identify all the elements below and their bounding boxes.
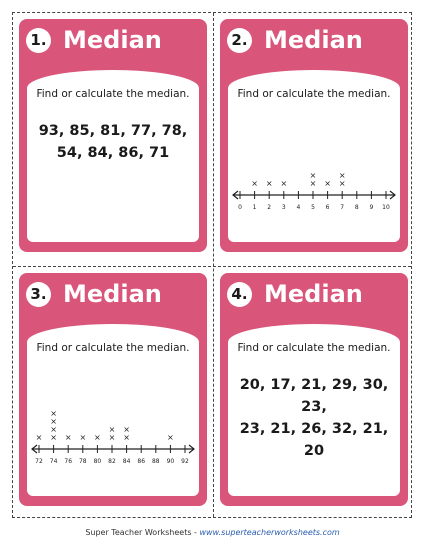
footer-text: Super Teacher Worksheets - (85, 528, 200, 537)
data-x-mark: × (94, 433, 101, 442)
data-x-mark: × (251, 179, 258, 188)
card-prompt: Find or calculate the median. (237, 88, 391, 100)
card-content-panel (228, 70, 400, 242)
tick-label: 84 (122, 458, 131, 465)
horizontal-cut-line (13, 266, 411, 267)
task-card-2 (220, 19, 408, 252)
data-line: 23, 21, 26, 32, 21, 20 (239, 421, 389, 459)
vertical-cut-line (213, 13, 214, 517)
card-number-badge: 3. (26, 282, 51, 307)
tick-label: 82 (108, 458, 116, 465)
tick-label: 78 (78, 458, 87, 465)
data-x-mark: × (265, 179, 273, 188)
tick-label: 86 (137, 458, 146, 465)
footer-link[interactable]: www.superteacherworksheets.com (199, 528, 340, 537)
card-title: Median (264, 26, 363, 54)
tick-label: 92 (181, 458, 189, 465)
data-x-mark: × (309, 179, 317, 188)
tick-label: 0 (238, 204, 242, 211)
data-line: 93, 85, 81, 77, 78, (38, 123, 188, 139)
task-card-3 (19, 273, 207, 506)
data-x-mark: × (324, 179, 331, 188)
tick-label: 88 (151, 458, 160, 465)
card-title: Median (63, 26, 162, 54)
data-x-mark: × (309, 171, 317, 180)
data-x-mark: × (64, 433, 72, 442)
tick-label: 10 (382, 204, 390, 211)
card-title: Median (63, 280, 162, 308)
card-number-badge: 1. (26, 28, 51, 53)
data-x-mark: × (50, 433, 57, 442)
tick-label: 5 (311, 204, 315, 211)
card-title: Median (264, 280, 363, 308)
data-x-mark: × (108, 433, 116, 442)
data-x-mark: × (50, 417, 57, 426)
tick-label: 3 (281, 204, 286, 211)
tick-label: 72 (35, 458, 43, 465)
data-x-mark: × (108, 425, 116, 434)
data-x-mark: × (79, 433, 87, 442)
data-x-mark: × (338, 179, 346, 188)
line-plot (31, 364, 195, 474)
data-x-mark: × (167, 433, 174, 442)
data-x-mark: × (50, 409, 57, 418)
tick-label: 80 (93, 458, 102, 465)
data-x-mark: × (50, 425, 57, 434)
card-prompt: Find or calculate the median. (36, 342, 190, 354)
tick-label: 7 (340, 204, 345, 211)
data-set (228, 374, 400, 462)
data-x-mark: × (35, 433, 43, 442)
page-footer (0, 528, 425, 537)
tick-label: 9 (369, 204, 374, 211)
data-set (27, 120, 199, 164)
tick-label: 1 (252, 204, 257, 211)
data-x-mark: × (338, 171, 346, 180)
tick-label: 8 (354, 204, 359, 211)
card-content-panel (27, 70, 199, 242)
data-x-mark: × (280, 179, 288, 188)
tick-label: 6 (325, 204, 330, 211)
task-card-4 (220, 273, 408, 506)
tick-label: 74 (49, 458, 58, 465)
data-x-mark: × (123, 433, 130, 442)
tick-label: 90 (166, 458, 175, 465)
card-content-panel (228, 324, 400, 496)
card-content-panel (27, 324, 199, 496)
tick-label: 2 (267, 204, 272, 211)
data-x-mark: × (123, 425, 130, 434)
line-plot (232, 110, 396, 220)
task-card-1 (19, 19, 207, 252)
data-line: 54, 84, 86, 71 (56, 145, 170, 161)
tick-label: 4 (296, 204, 301, 211)
data-line: 20, 17, 21, 29, 30, 23, (239, 377, 389, 415)
card-number-badge: 4. (227, 282, 252, 307)
card-prompt: Find or calculate the median. (237, 342, 391, 354)
card-number-badge: 2. (227, 28, 252, 53)
tick-label: 76 (64, 458, 73, 465)
card-prompt: Find or calculate the median. (36, 88, 190, 100)
